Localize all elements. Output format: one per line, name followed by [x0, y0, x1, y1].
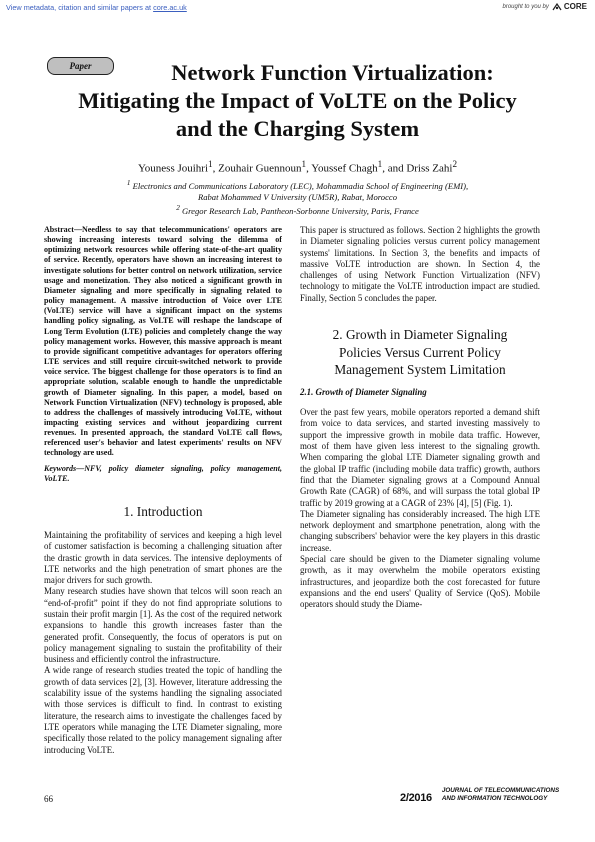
- title-line-2: Mitigating the Impact of VoLTE on the Policy: [78, 88, 517, 113]
- section-heading-line: Policies Versus Current Policy: [339, 344, 501, 360]
- core-logo-icon: [552, 3, 562, 11]
- author-affiliation-mark: 1: [208, 159, 213, 169]
- brought-to-you-text: brought to you by: [502, 3, 549, 10]
- author-affiliation-mark: 1: [301, 159, 307, 169]
- paragraph: The Diameter signaling has considerably increased. The high LTE network deployment and smartphone penetration, along with the changing subscribers' behavior were the key players in this drastic increase.: [300, 508, 540, 553]
- author-name: Youness Jouihri: [137, 162, 209, 175]
- left-column: [44, 225, 282, 756]
- author-name: Zouhair Guennoun: [218, 162, 302, 175]
- keywords: Keywords—NFV, policy diameter signaling, policy management, VoLTE.: [44, 463, 282, 483]
- paragraph: Many research studies have shown that telcos will soon reach an “end-of-profit” point if they do not find appropriate solutions to sustain their profit margin [1]. As the cost of the required network expansions to handle this growth increases faster than the generated profit. Consequently, the focus of operators is put on policy management signaling to sustain the profitability of their business and efficiently control the infrastructure.: [44, 586, 282, 665]
- core-metadata-text: View metadata, citation and similar papers at: [6, 3, 154, 12]
- paragraph: [44, 665, 282, 755]
- title-line-1: Network Function Virtualization:: [171, 60, 494, 85]
- journal-footer: [400, 787, 559, 804]
- journal-name: [442, 787, 559, 802]
- affiliations: [40, 178, 555, 217]
- paragraph: Over the past few years, mobile operators reported a demand shift from voice to data services, and started investing massively to support the impressive growth in mobile data traffic. However, most of them have given less interest to the signaling growth. When comparing the global LTE Diameter signaling growth and the global IP traffic (including mobile data traffic) growth, authors find that the Diameter signaling grows at a Compound Annual Growth Rate (CAGR) of 68%, and will surpass the total global IP traffic by 2019 growing at a CAGR of 23% [4], [5] (Fig. 1).: [300, 407, 540, 508]
- affiliation-mark: 1: [126, 179, 131, 187]
- paragraph-text: A wide range of research studies treated the topic of handling the growth of data services [2], [3]. However, literature addressing the scalability issue of the systems handling the signaling associated with those services is difficult to find. In contrast to existing literature, the research aims to investigate the challenges faced by LTE operators while managing the LTE Diameter signaling, more specifically those related to the policy management signaling after introducing VoLTE.: [44, 665, 282, 755]
- author-affiliation-mark: 1: [377, 159, 383, 169]
- affiliation-1: [40, 178, 555, 192]
- paper-type-badge: Paper: [47, 57, 114, 75]
- journal-name-line: JOURNAL OF TELECOMMUNICATIONS: [441, 787, 560, 794]
- affiliation-text: Gregor Research Lab, Pantheon-Sorbonne University, Paris, France: [181, 205, 419, 216]
- paper-title: [40, 59, 555, 143]
- core-brought-by[interactable]: [503, 2, 588, 11]
- affiliation-1-cont: Rabat Mohammed V University (UM5R), Rabat, Morocco: [197, 191, 398, 202]
- paragraph: This paper is structured as follows. Section 2 highlights the growth in Diameter signaling policies versus current policy management systems' limitations. In Section 3, the benefits and impacts of massive VoLTE introduction are shown. In Section 4, the challenges of using Network Function Virtualization (NFV) technology to mitigate the VoLTE introduction impact are studied. Finally, Section 5 concludes the paper.: [300, 225, 540, 303]
- core-link[interactable]: core.ac.uk: [153, 3, 187, 12]
- journal-name-line: AND INFORMATION TECHNOLOGY: [441, 794, 548, 802]
- core-logo: [552, 2, 587, 11]
- affiliation-mark: 2: [176, 203, 180, 212]
- paragraph: Special care should be given to the Diameter signaling volume growth, as it may overwhelm the mobile operators existing infrastructures, and jeopardize both the cost forecasted for future expansions and the end users' Quality of Service (QoS). Mobile operators should study the Diame-: [300, 554, 540, 610]
- page-number: 66: [44, 794, 53, 804]
- core-banner: [0, 0, 595, 17]
- issue-number: 2/2016: [400, 792, 432, 804]
- abstract: Abstract—Needless to say that telecommunications' operators are showing increasing interests toward solving the dilemma of optimizing network resources while offering state-of-the-art quality of service. Recently, operators have shown an increasing interest to investigate solutions for better control on network utilization, service usage and monetization. They also noticed a significant growth in Diameter signaling and more specifically in signaling related to policy management. A massive introduction of Voice over LTE (VoLTE) service will have a significant impact on the systems handling policy signaling, as VoLTE will reshape the landscape of Long Term Evolution (LTE) policies and completely change the way policy management works. However, this massive approach is meant to provide significant competitive advantages for operators offering LTE services and still require circuit-switched network to provide voice service. The biggest challenge for those operators is to find an appropriate solution, scalable enough to handle the unpredictable growth of Diameter signaling. In this paper, a model, based on Network Function Virtualization (NFV) technology is proposed, able to address the challenges of massively introducing VoLTE, without impacting existing services and without jeopardizing current revenues. In presented approach, the standard VoLTE call flows, referenced user's behavior and latest experiments' results on NFV technology are used.: [44, 225, 282, 458]
- core-logo-text: CORE: [563, 2, 587, 11]
- paragraph: Maintaining the profitability of services and keeping a high level of customer satisfaction is becoming a challenging situation after the drastic growth in data services. The intensive deployments of LTE networks and the high penetration of smart phones are the major drivers for such growth.: [44, 529, 282, 586]
- section-heading-line: Management System Limitation: [334, 362, 506, 378]
- right-column: [300, 225, 540, 611]
- section-heading-line: 2. Growth in Diameter Signaling: [332, 327, 508, 343]
- author-list: [40, 159, 555, 175]
- author-affiliation-mark: 2: [452, 159, 458, 169]
- affiliation-text: Electronics and Communications Laboratory (LEC), Mohammadia School of Engineering (EMI),: [132, 180, 469, 191]
- core-metadata-link[interactable]: [6, 3, 187, 12]
- author-separator: ,: [306, 162, 312, 175]
- subsection-heading: 2.1. Growth of Diameter Signaling: [300, 386, 427, 397]
- affiliation-2: [40, 203, 555, 217]
- author-separator: ,: [212, 162, 219, 175]
- author-name: Youssef Chagh: [311, 162, 378, 175]
- title-line-3: and the Charging System: [175, 116, 420, 141]
- author-name: Driss Zahi: [406, 162, 453, 175]
- section-heading: [300, 326, 540, 379]
- author-separator: , and: [382, 162, 407, 175]
- section-heading: 1. Introduction: [123, 503, 203, 519]
